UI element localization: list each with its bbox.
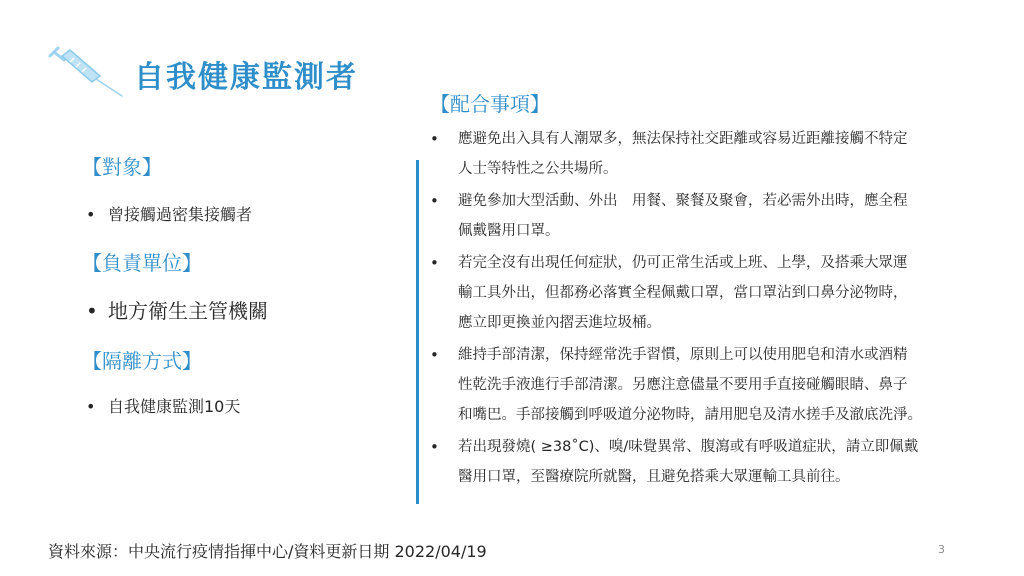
list-item [428,124,1013,184]
list-item [428,340,1013,430]
bullet-icon: • [86,205,96,224]
bullet-icon: • [430,254,439,272]
target-heading: 【對象】 [82,155,162,179]
bullet-icon: • [86,299,98,323]
list-item [428,248,1013,338]
bullet-icon: • [430,346,439,364]
source-footer: 資料來源：中央流行疫情指揮中心/資料更新日期 2022/04/19 [48,542,487,561]
list-item-line: 醫用口罩，至醫療院所就醫，且避免搭乘大眾運輸工具前往。 [458,469,850,485]
method-item-text: 自我健康監測10天 [108,397,241,416]
target-item-text: 曾接觸過密集接觸者 [108,205,253,224]
unit-heading: 【負責單位】 [82,251,202,275]
list-item-line: 應避免出入具有人潮眾多，無法保持社交距離或容易近距離接觸不特定 [458,131,908,147]
bullet-icon: • [430,130,439,148]
method-heading: 【隔離方式】 [82,349,202,373]
list-item [428,186,1013,246]
syringe-icon [44,42,124,98]
list-item [428,432,1013,492]
unit-item [86,297,268,325]
page-number: 3 [938,543,945,556]
list-item-line: 應立即更換並內摺丟進垃圾桶。 [458,315,661,331]
list-item-line: 輸工具外出，但都務必落實全程佩戴口罩，當口罩沾到口鼻分泌物時， [458,285,908,301]
vertical-divider [416,160,419,504]
slide-title: 自我健康監測者 [134,60,358,95]
target-item [86,203,252,227]
method-item [86,395,240,419]
list-item-line: 人士等特性之公共場所。 [458,161,618,177]
bullet-icon: • [86,397,96,416]
cooperation-heading: 【配合事項】 [430,92,550,116]
cooperation-list [428,124,1013,494]
unit-item-text: 地方衛生主管機關 [108,299,268,323]
list-item-line: 若出現發燒( ≥38˚C)、嗅/味覺異常、腹瀉或有呼吸道症狀，請立即佩戴 [458,439,919,455]
list-item-line: 避免參加大型活動、外出 用餐、聚餐及聚會，若必需外出時，應全程 [458,193,908,209]
bullet-icon: • [430,192,439,210]
list-item-line: 和嘴巴。手部接觸到呼吸道分泌物時，請用肥皂及清水搓手及澈底洗淨。 [458,407,922,423]
list-item-line: 佩戴醫用口罩。 [458,223,560,239]
bullet-icon: • [430,438,439,456]
list-item-line: 性乾洗手液進行手部清潔。另應注意儘量不要用手直接碰觸眼睛、鼻子 [458,377,908,393]
list-item-line: 維持手部清潔，保持經常洗手習慣，原則上可以使用肥皂和清水或酒精 [458,347,908,363]
list-item-line: 若完全沒有出現任何症狀，仍可正常生活或上班、上學，及搭乘大眾運 [458,255,908,271]
